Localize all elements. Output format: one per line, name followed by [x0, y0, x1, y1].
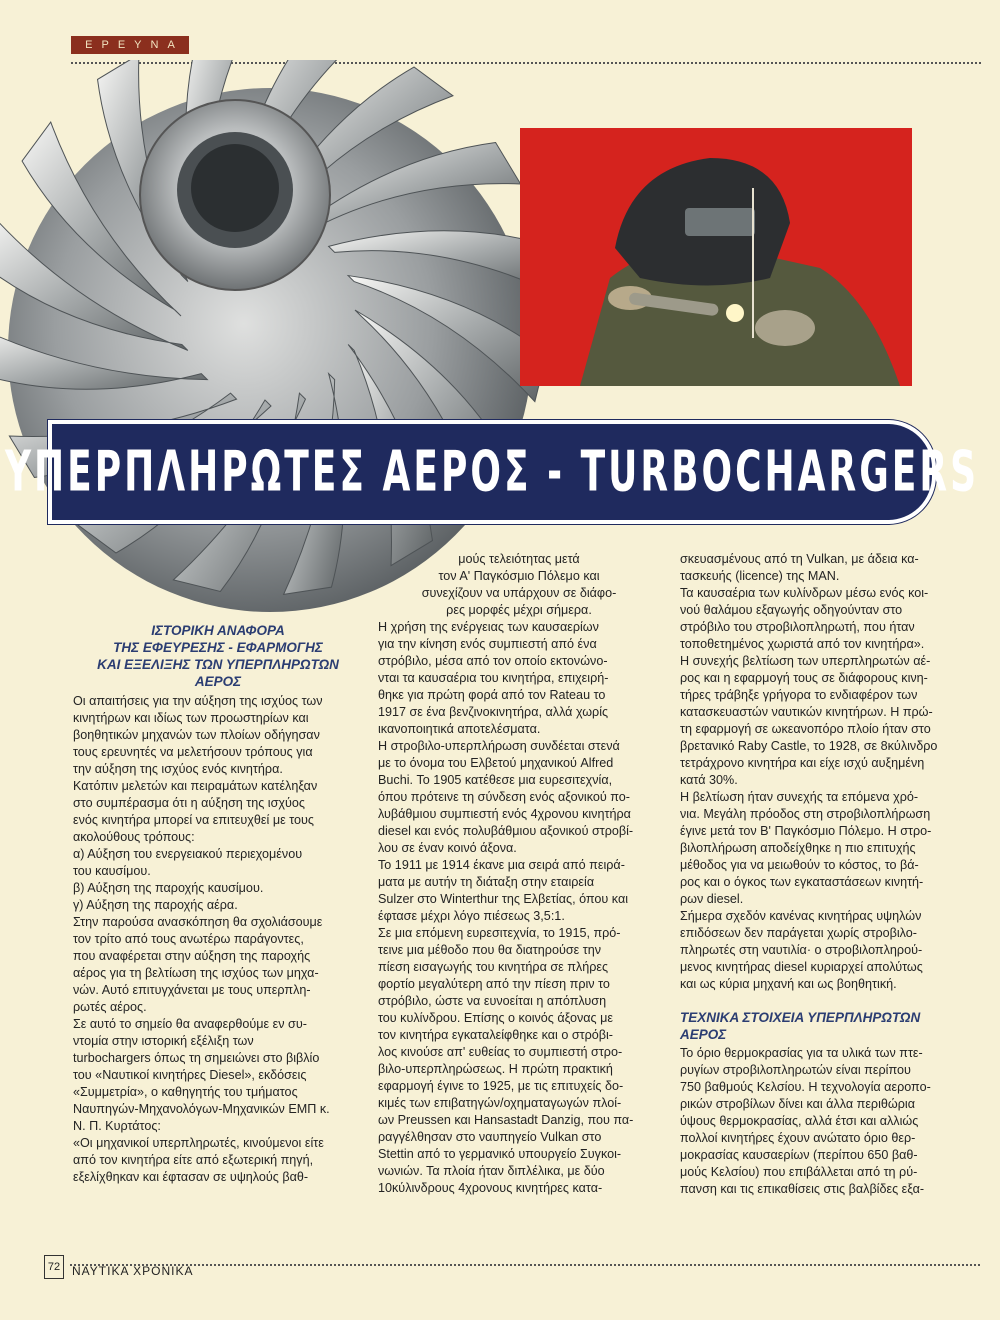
text-line: 750 βαθμούς Κελσίου. Η τεχνολογία αεροπο-: [680, 1080, 931, 1094]
page-number: 72: [44, 1255, 64, 1279]
text-line: για την κίνηση ενός συμπιεστή από ένα: [378, 637, 597, 651]
text-line: βιλοπλήρωση αποδείχθηκε η πιο επιτυχής: [680, 841, 916, 855]
text-line: μούς τελειότητας μετά: [458, 552, 580, 566]
text-line: νται τα καυσαέρια του κινητήρα, επιχειρή-: [378, 671, 609, 685]
text-line: Το όριο θερμοκρασίας για τα υλικά των πτε-: [680, 1046, 923, 1060]
impeller-bore-inner: [191, 144, 279, 232]
article-title: ΥΠΕΡΠΛΗΡΩΤΕΣ ΑΕΡΟΣ - TURBOCHARGERS: [4, 440, 980, 504]
column-3: [680, 551, 956, 1198]
text-line: τήρες τράβηξε γρήγορα το ενδιαφέρον των: [680, 688, 918, 702]
text-line: α) Αύξηση του ενεργειακού περιεχομένου: [73, 847, 303, 861]
text-line: Ναυπηγών-Μηχανολόγων-Μηχανικών ΕΜΠ κ.: [73, 1102, 330, 1116]
text-line: «Οι μηχανικοί υπερπληρωτές, κινούμενοι είτε: [73, 1136, 324, 1150]
title-banner: [4, 420, 980, 524]
text-line: Σε μια επόμενη ευρεσιτεχνία, το 1915, πρό-: [378, 926, 621, 940]
text-line: 1917 σε ένα βενζινοκινητήρα, αλλά χωρίς: [378, 705, 609, 719]
text-line: ρυγίων στροβιλοπληρωτών είναι περίπου: [680, 1063, 911, 1077]
text-line: με το όνομα του Ελβετού μηχανικού Alfred: [378, 756, 614, 770]
text-line: Κατόπιν μελετών και πειραμάτων κατέληξαν: [73, 779, 318, 793]
text-line: turbochargers όπως τη σημειώνει στο βιβλίο: [73, 1051, 320, 1065]
bottom-dotted-rule: [70, 1264, 980, 1266]
text-line: έφτασε μέχρι λόγο πιέσεως 3,5:1.: [378, 909, 565, 923]
text-line: ντομία στην ιστορική εξέλιξη των: [73, 1034, 254, 1048]
text-line: συνεχίζουν να υπάρχουν σε διάφο-: [421, 586, 617, 600]
text-line: νών. Αυτό επιτυγχάνεται με τους υπερπλη-: [73, 983, 311, 997]
text-line: γ) Αύξηση της παροχής αέρα.: [73, 898, 238, 912]
heading-line: ΙΣΤΟΡΙΚΗ ΑΝΑΦΟΡΑ: [151, 623, 285, 638]
text-line: μούς Κελσίου) που επιβάλλεται από τη ρύ-: [680, 1165, 918, 1179]
text-line: τετράχρονο κινητήρα και είχε ισχύ αυξημένη: [680, 756, 925, 770]
column-3-text-a: [680, 551, 956, 993]
text-line: θηκε για πρώτη φορά από τον Rateau το: [378, 688, 606, 702]
heading-line: ΤΕΧΝΙΚΑ ΣΤΟΙΧΕΙΑ ΥΠΕΡΠΛΗΡΩΤΩΝ: [680, 1010, 921, 1025]
text-line: Sulzer στο Winterthur της Ελβετίας, όπου και: [378, 892, 629, 906]
text-line: Η στροβιλο-υπερπλήρωση συνδέεται στενά: [378, 739, 620, 753]
text-line: Σήμερα σχεδόν κανένας κινητήρας υψηλών: [680, 909, 922, 923]
text-line: βιλο-υπερπληρώσεως. Η πρώτη πρακτική: [378, 1062, 613, 1076]
text-line: 10κύλινδρους 4χρονους κινητήρες κατα-: [378, 1181, 603, 1195]
column-2: [378, 551, 660, 1197]
text-line: Stettin από το γερμανικό υπουργείο Συγκοι-: [378, 1147, 622, 1161]
column-3-text-b: [680, 1045, 956, 1198]
text-line: ραγγέλθησαν στο ναυπηγείο Vulkan στο: [378, 1130, 602, 1144]
text-line: νωνιών. Τα πλοία ήταν διπλέλικα, με δύο: [378, 1164, 605, 1178]
text-line: κιμές των επιβατηγών/οχηματαγωγών πλοί-: [378, 1096, 622, 1110]
text-line: ων Preussen και Hansastadt Danzig, που πα-: [378, 1113, 634, 1127]
welder-graphic: [520, 128, 912, 386]
text-line: λυβάθμιου συμπιεστή ενός 4χρονου κινητήρα: [378, 807, 631, 821]
text-line: στρόβιλο, μέσα από τον οποίο εκτονώνο-: [378, 654, 608, 668]
text-line: νού θαλάμου εξαγωγής οδηγούνταν στο: [680, 603, 903, 617]
text-line: βοηθητικών μηχανών των πλοίων οδήγησαν: [73, 728, 320, 742]
text-line: ρος και η εφαρμογή τους σε διάφορους κινη-: [680, 671, 928, 685]
column-1: [73, 622, 363, 1186]
text-line: ύψους θερμοκρασίας, αλλά έτσι και αλλιώς: [680, 1114, 919, 1128]
text-line: Η βελτίωση ήταν συνεχής τα επόμενα χρό-: [680, 790, 919, 804]
text-line: από τον κινητήρα είτε από εξωτερική πηγή,: [73, 1153, 314, 1167]
text-line: εξελίχθηκαν και έφτασαν σε υψηλούς βαθ-: [73, 1170, 309, 1184]
text-line: αέρος για τη βελτίωση της ισχύος των μηχα-: [73, 966, 319, 980]
text-line: του «Ναυτικοί κινητήρες Diesel», εκδόσεις: [73, 1068, 307, 1082]
text-line: Η χρήση της ενέργειας των καυσαερίων: [378, 620, 599, 634]
column-2-text: [378, 551, 660, 1197]
text-line: έγινε μετά τον Β' Παγκόσμιο Πόλεμο. Η στρο-: [680, 824, 932, 838]
text-line: κατασκευαστών ναυτικών κινητήρων. Η πρώ-: [680, 705, 933, 719]
text-line: εφαρμογή έγινε το 1925, με τις επιτυχείς δο-: [378, 1079, 624, 1093]
text-line: ικανοποιητικά αποτελέσματα.: [378, 722, 541, 736]
text-line: ρων diesel.: [680, 892, 744, 906]
turbine-impeller-photo: [0, 60, 540, 620]
text-line: την αύξηση της ισχύος ενός κινητήρα.: [73, 762, 283, 776]
text-line: τη εφαρμογή σε ωκεανοπόρο πλοίο ήταν στο: [680, 722, 931, 736]
text-line: κατά 30%.: [680, 773, 738, 787]
text-line: Σε αυτό το σημείο θα αναφερθούμε εν συ-: [73, 1017, 307, 1031]
heading-line: ΑΕΡΟΣ: [194, 674, 242, 689]
text-line: του καυσίμου.: [73, 864, 151, 878]
text-line: β) Αύξηση της παροχής καυσίμου.: [73, 881, 264, 895]
text-line: ρικών στροβίλων δίνει και άλλα περιθώρια: [680, 1097, 915, 1111]
text-line: μενος κινητήρας diesel κυριαρχεί απολύτως: [680, 960, 923, 974]
text-line: diesel και ενός πολυβάθμιου αξονικού στροβί-: [378, 824, 634, 838]
text-line: φορτίο μεγαλύτερη από την πίεση πριν το: [378, 977, 610, 991]
text-line: σκευασμένους από τη Vulkan, με άδεια κα-: [680, 552, 919, 566]
text-line: Η συνεχής βελτίωση των υπερπληρωτών αέ-: [680, 654, 931, 668]
text-line: στρόβιλο, ώστε να ευνοείται η απόπλυση: [378, 994, 607, 1008]
text-line: στο συμπέρασμα ότι η αύξηση της ισχύος: [73, 796, 305, 810]
text-line: που αναφέρεται στην αύξηση της παροχής: [73, 949, 311, 963]
text-line: πληρωτές στη ναυτιλία· ο στροβιλοπληρού-: [680, 943, 923, 957]
text-line: πανση και τις επικαθίσεις στις βαλβίδες εξα-: [680, 1182, 925, 1196]
text-line: πολλοί κινητήρες έχουν ανώτατο όριο θερ-: [680, 1131, 916, 1145]
text-line: τον κινητήρα εγκαταλείφθηκε και ο στρόβι-: [378, 1028, 613, 1042]
text-line: ρος και ο όγκος των εγκαταστάσεων κινητή-: [680, 875, 924, 889]
text-line: ματα με αυτήν τη διάταξη στην εταιρεία: [378, 875, 595, 889]
text-line: ρες μορφές μέχρι σήμερα.: [446, 603, 592, 617]
welder-photo: [520, 128, 912, 386]
text-line: τοποθετημένος χωριστά από τον κινητήρα».: [680, 637, 925, 651]
glove-right: [755, 310, 815, 346]
text-line: Στην παρούσα ανασκόπηση θα σχολιάσουμε: [73, 915, 323, 929]
text-line: στρόβιλο του στροβιλοπληρωτή, που ήταν: [680, 620, 915, 634]
text-line: μέθοδος για να μειωθούν το κόστος, το βά-: [680, 858, 919, 872]
text-line: του κυλίνδρου. Επίσης ο κοινός άξονας με: [378, 1011, 613, 1025]
text-line: Το 1911 με 1914 έκανε μια σειρά από πειρά-: [378, 858, 625, 872]
text-line: ενός κινητήρα μπορεί να επιτευχθεί με τους: [73, 813, 314, 827]
text-line: Ν. Π. Κυρτάτος:: [73, 1119, 161, 1133]
welding-spark: [726, 304, 744, 322]
text-line: νια. Μεγάλη πρόοδος στη στροβιλοπλήρωση: [680, 807, 931, 821]
text-line: «Συμμετρία», ο καθηγητής του τμήματος: [73, 1085, 298, 1099]
text-line: λου σε έναν κοινό άξονα.: [378, 841, 517, 855]
text-line: κινητήρων και ιδίως των προωστηρίων και: [73, 711, 309, 725]
text-line: λος κινούσε απ' ευθείας το συμπιεστή στρο-: [378, 1045, 623, 1059]
text-line: τασκευής (licence) της MAN.: [680, 569, 840, 583]
column-1-text: [73, 693, 363, 1186]
magazine-name: ΝΑΥΤΙΚΑ ΧΡΟΝΙΚΑ: [72, 1264, 194, 1278]
text-line: Buchi. Το 1905 κατέθεσε μια ευρεσιτεχνία,: [378, 773, 613, 787]
text-line: τεινε μια μέθοδο που θα διατηρούσε την: [378, 943, 601, 957]
text-line: πίεση εισαγωγής του κινητήρα σε πλήρες: [378, 960, 609, 974]
text-line: μοκρασίας καυσαερίων (περίπου 650 βαθ-: [680, 1148, 918, 1162]
text-line: επιδόσεων δεν παράγεται χωρίς στροβιλο-: [680, 926, 917, 940]
text-line: όπου πρότεινε τη σύνδεση ενός αξονικού πο-: [378, 790, 630, 804]
technical-heading: [680, 1009, 956, 1043]
text-line: Τα καυσαέρια των κυλίνδρων μέσω ενός κοι-: [680, 586, 929, 600]
text-line: ρωτές αέρος.: [73, 1000, 147, 1014]
text-line: Οι απαιτήσεις για την αύξηση της ισχύος των: [73, 694, 323, 708]
text-line: και ως κύρια μηχανή και ως βοηθητική.: [680, 977, 897, 991]
text-line: ακολούθους τρόπους:: [73, 830, 195, 844]
mask-visor: [685, 208, 755, 236]
history-heading: [73, 622, 363, 690]
text-line: βρετανικό Raby Castle, το 1928, σε 8κύλινδρο: [680, 739, 938, 753]
heading-line: ΤΗΣ ΕΦΕΥΡΕΣΗΣ - ΕΦΑΡΜΟΓΗΣ: [113, 640, 323, 655]
text-line: τον τρίτο από τους ανωτέρω παράγοντες,: [73, 932, 304, 946]
text-line: τον Α' Παγκόσμιο Πόλεμο και: [438, 569, 600, 583]
section-tag: ΕΡΕΥΝΑ: [71, 36, 189, 54]
text-line: τους ερευνητές να μελετήσουν τρόπους για: [73, 745, 313, 759]
impeller-graphic: [0, 60, 540, 620]
heading-line: ΑΕΡΟΣ: [680, 1027, 727, 1042]
heading-line: ΚΑΙ ΕΞΕΛΙΞΗΣ ΤΩΝ ΥΠΕΡΠΛΗΡΩΤΩΝ: [97, 657, 339, 672]
